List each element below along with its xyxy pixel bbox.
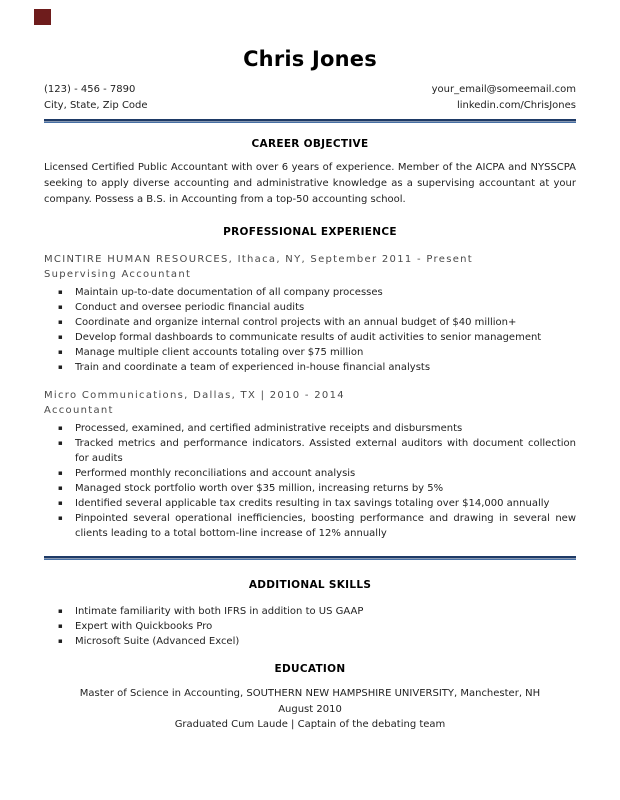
list-item: ▪ Intimate familiarity with both IFRS in addition to US GAAP xyxy=(44,604,576,619)
linkedin-url: linkedin.com/ChrisJones xyxy=(456,100,576,111)
email-address: your_email@someemail.com xyxy=(431,84,576,95)
section-title-professional-experience: PROFESSIONAL EXPERIENCE xyxy=(223,226,397,238)
list-item: ▪ Manage multiple client accounts totaling over $75 million xyxy=(44,345,576,360)
list-item: ▪ Tracked metrics and performance indicators. Assisted external auditors with document collection for audits xyxy=(44,436,576,466)
list-item: ▪ Develop formal dashboards to communicate results of audit activities to senior management xyxy=(44,330,576,345)
education-date-line: August 2010 xyxy=(278,703,342,715)
job-1-company-line: MCINTIRE HUMAN RESOURCES, Ithaca, NY, September 2011 - Present xyxy=(44,254,474,265)
job-1-role: Supervising Accountant xyxy=(44,269,192,280)
header-divider-rule xyxy=(44,119,576,123)
contact-right-column xyxy=(432,82,576,114)
list-item: ▪ Expert with Quickbooks Pro xyxy=(44,619,576,634)
job-2-role: Accountant xyxy=(44,405,114,416)
education-degree-line: Master of Science in Accounting, SOUTHERN NEW HAMPSHIRE UNIVERSITY, Manchester, NH xyxy=(79,688,541,699)
list-item: ▪ Managed stock portfolio worth over $35 million, increasing returns by 5% xyxy=(44,481,576,496)
job-2-bullet-list xyxy=(44,421,576,541)
job-1-bullet-list xyxy=(44,285,576,375)
section-title-career-objective: CAREER OBJECTIVE xyxy=(251,138,369,150)
phone-number: (123) - 456 - 7890 xyxy=(44,84,136,95)
career-objective-text: Licensed Certified Public Accountant with over 6 years of experience. Member of the AICPA and NYSSCPA seeking to apply diverse accounting and administrative knowledge as a supervising accountant at your company. Possess a B.S. in Accounting from a top-50 accounting school. xyxy=(44,162,576,205)
address-line: City, State, Zip Code xyxy=(44,100,148,111)
list-item: ▪ Maintain up-to-date documentation of all company processes xyxy=(44,285,576,300)
section-title-additional-skills: ADDITIONAL SKILLS xyxy=(248,579,372,591)
job-2-company-line: Micro Communications, Dallas, TX | 2010 - 2014 xyxy=(44,390,345,401)
skills-divider-rule xyxy=(44,556,576,560)
resume-name: Chris Jones xyxy=(243,47,377,71)
job-entry-1 xyxy=(44,252,576,375)
contact-info xyxy=(44,82,576,114)
list-item: ▪ Conduct and oversee periodic financial audits xyxy=(44,300,576,315)
education-block xyxy=(44,686,576,733)
list-item: ▪ Processed, examined, and certified administrative receipts and disbursments xyxy=(44,421,576,436)
contact-left-column xyxy=(44,82,148,114)
list-item: ▪ Performed monthly reconciliations and account analysis xyxy=(44,466,576,481)
resume-page xyxy=(44,0,576,733)
list-item: ▪ Pinpointed several operational inefficiencies, boosting performance and drawing in several new clients leading to a total bottom-line increase of 12% annually xyxy=(44,511,576,541)
section-title-education: EDUCATION xyxy=(274,663,346,675)
skills-bullet-list xyxy=(44,604,576,649)
list-item: ▪ Microsoft Suite (Advanced Excel) xyxy=(44,634,576,649)
list-item: ▪ Train and coordinate a team of experienced in-house financial analysts xyxy=(44,360,576,375)
job-entry-2 xyxy=(44,388,576,541)
education-honors-line: Graduated Cum Laude | Captain of the debating team xyxy=(174,719,446,730)
list-item: ▪ Coordinate and organize internal control projects with an annual budget of $40 million+ xyxy=(44,315,576,330)
list-item: ▪ Identified several applicable tax credits resulting in tax savings totaling over $14,000 annually xyxy=(44,496,576,511)
